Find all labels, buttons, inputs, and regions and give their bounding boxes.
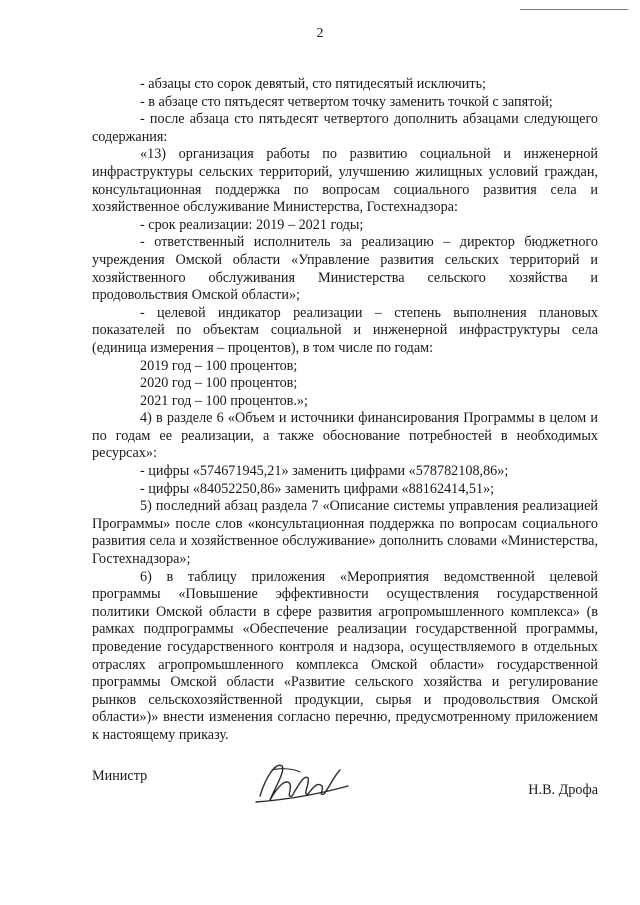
paragraph: - после абзаца сто пятьдесят четвертого дополнить абзацами следующего содержания: bbox=[92, 111, 598, 145]
paragraph: - ответственный исполнитель за реализацию – директор бюджетного учреждения Омской области «Управление развития сельских территорий и хозяйственного обслуживания Министерства сельского хозяйства и продовольствия Омской области»; bbox=[92, 234, 598, 304]
paragraph: - целевой индикатор реализации – степень выполнения плановых показателей по объектам социальной и инженерной инфраструктуры села (единица измерения – процентов), в том числе по годам: bbox=[92, 304, 598, 356]
signature-block bbox=[92, 768, 598, 818]
signatory-title: Министр bbox=[92, 768, 148, 784]
paragraph: - в абзаце сто пятьдесят четвертом точку заменить точкой с запятой; bbox=[140, 93, 553, 110]
paragraph: - цифры «574671945,21» заменить цифрами «578782108,86»; bbox=[140, 463, 509, 480]
paragraph: 5) последний абзац раздела 7 «Описание системы управления реализацией Программы» после слов «консультационная поддержка по вопросам социального развития села и хозяйственное обслуживание» дополнить словами «Министерства, Гостехнадзора»; bbox=[92, 498, 598, 568]
paragraph: - абзацы сто сорок девятый, сто пятидесятый исключить; bbox=[140, 76, 486, 92]
paragraph: - срок реализации: 2019 – 2021 годы; bbox=[140, 216, 364, 233]
paragraph: 6) в таблицу приложения «Мероприятия ведомственной целевой программы «Повышение эффективности осуществления государственной политики Омской области в сфере развития агропромышленного комплекса» (в рамках подпрограммы «Обеспечение реализации государственной программы, проведение государственного контроля и надзора, осуществляемого в отдельных отраслях агропромышленного комплекса Омской области» государственной программы Омской области «Развитие сельского хозяйства и регулирование рынков сельскохозяйственной продукции, сырья и продовольствия Омской области»)» внести изменения согласно перечню, предусмотренному приложением к настоящему приказу. bbox=[92, 568, 598, 743]
top-edge-line bbox=[520, 9, 628, 10]
paragraph: 4) в разделе 6 «Объем и источники финансирования Программы в целом и по годам ее реализации, а также обоснование потребностей в необходимых ресурсах»: bbox=[92, 410, 598, 462]
paragraph: 2020 год – 100 процентов; bbox=[140, 375, 298, 392]
document-body bbox=[92, 76, 598, 745]
paragraph: 2021 год – 100 процентов.»; bbox=[140, 392, 308, 409]
handwritten-signature bbox=[252, 756, 352, 812]
paragraph: «13) организация работы по развитию социальной и инженерной инфраструктуры сельских территорий, улучшению жилищных условий граждан, консультационная поддержка по вопросам социального развития села и хозяйственное обслуживание Министерства, Гостехнадзора: bbox=[92, 146, 598, 216]
paragraph: 2019 год – 100 процентов; bbox=[140, 357, 298, 374]
signatory-name: Н.В. Дрофа bbox=[528, 782, 598, 798]
paragraph: - цифры «84052250,86» заменить цифрами «88162414,51»; bbox=[140, 480, 495, 497]
page-number: 2 bbox=[316, 26, 324, 41]
